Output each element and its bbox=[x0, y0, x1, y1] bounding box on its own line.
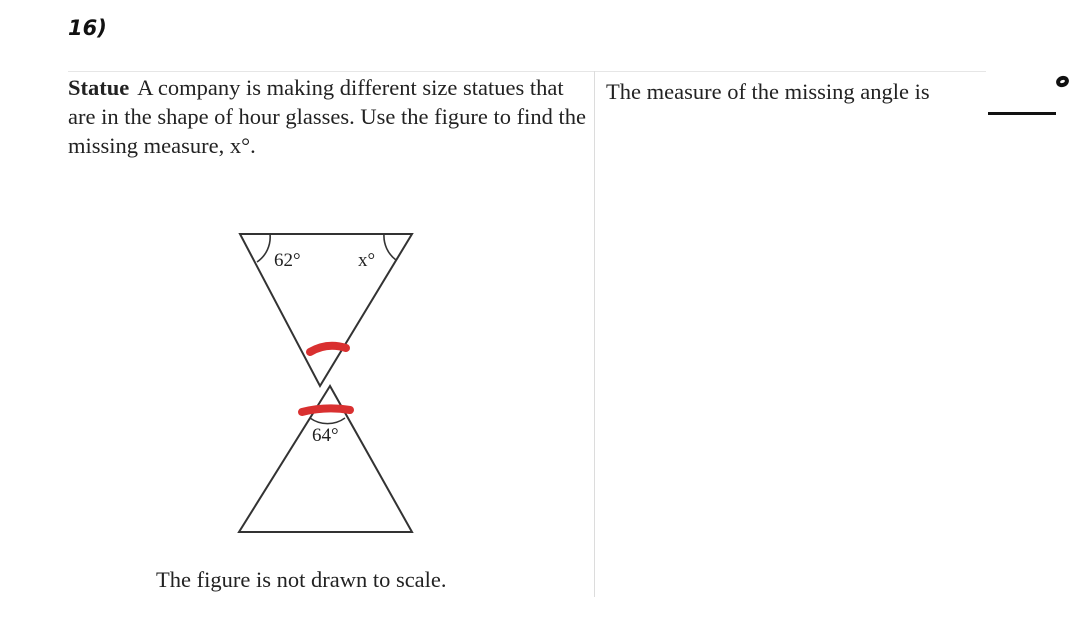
angle-arc-top-left bbox=[257, 234, 270, 262]
red-mark-upper bbox=[310, 346, 346, 352]
lower-triangle bbox=[239, 386, 412, 532]
answer-prompt: The measure of the missing angle is bbox=[606, 79, 930, 104]
angle-label-64: 64° bbox=[312, 425, 339, 446]
angle-arc-top-right bbox=[384, 234, 396, 260]
answer-blank[interactable] bbox=[988, 112, 1056, 115]
angle-label-62: 62° bbox=[274, 250, 301, 271]
red-mark-lower bbox=[302, 408, 350, 412]
angle-arc-bottom-apex bbox=[310, 418, 345, 424]
problem-number: 16) bbox=[68, 16, 107, 40]
handwritten-degree-mark bbox=[1055, 74, 1071, 89]
column-divider bbox=[594, 71, 595, 597]
upper-triangle bbox=[240, 234, 412, 386]
angle-label-x: x° bbox=[358, 250, 376, 271]
table-top-rule bbox=[68, 71, 986, 72]
problem-text: A company is making different size statues that are in the shape of hour glasses. Use the figure to find the missing measure, x°. bbox=[68, 75, 586, 158]
problem-prompt bbox=[68, 73, 588, 160]
problem-title: Statue bbox=[68, 75, 130, 100]
figure-caption: The figure is not drawn to scale. bbox=[156, 567, 447, 592]
